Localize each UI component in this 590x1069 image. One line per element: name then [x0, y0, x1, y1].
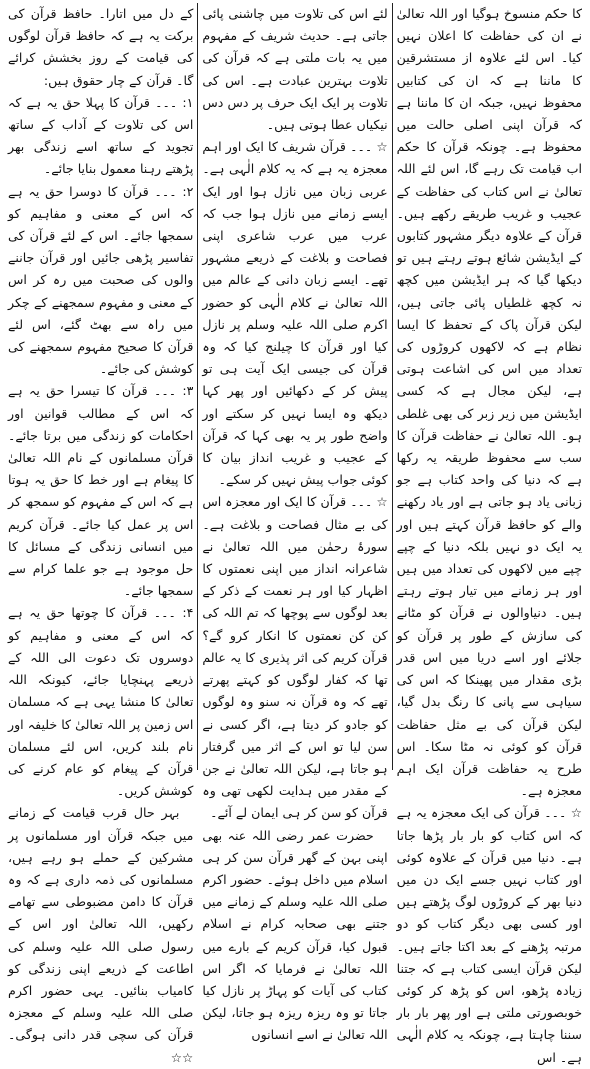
paragraph: بہر حال قرب قیامت کے زمانے میں جبکہ قرآن اور مسلمانوں پر مشرکین کے حملے ہو رہے ہیں، مسلمانوں کی ذمہ داری ہے کہ وہ قرآن کا دامن مضبوطی سے تھامے رکھیں، اللہ تعالیٰ اور اس کے رسول صلی اللہ علیہ وسلم کی اطاعت کے ذریعے اپنی زندگی کو کامیاب بنائیں۔ یہی حضور اکرم صلی اللہ علیہ وسلم کے معجزہ قرآن کی سچی قدر دانی ہوگی۔ ☆☆: [8, 805, 194, 1065]
column-right: [393, 3, 586, 1065]
paragraph: لئے اس کی تلاوت میں چاشنی پائی جاتی ہے۔ حدیث شریف کے مفہوم میں یہ بات ملتی ہے کہ قرآن کی تلاوت بہترین عبادت ہے۔ اس کی تلاوت پر ایک ایک حرف پر دس دس نیکیاں عطا ہوتی ہیں۔: [202, 6, 388, 133]
paragraph: ۱: ۔۔۔ قرآن کا پہلا حق یہ ہے کہ اس کی تلاوت کے آداب کے ساتھ تجوید کے ساتھ اسے زندگی بھر پڑھتے رہنا معمول بنایا جائے۔: [8, 94, 194, 177]
paragraph: ☆ ۔۔۔ قرآن شریف کا ایک اور اہم معجزہ یہ ہے کہ یہ کلام الٰہی ہے۔ عربی زبان میں نازل ہوا اور ایک ایسے زمانے میں نازل ہوا جب کہ عرب میں عرب شاعری اپنی فصاحت و بلاغت کے ذریعے مشہور تھے۔ ایسے زبان دانی کے عالم میں اللہ تعالیٰ نے کلام الٰہی کو حضور اکرم صلی اللہ علیہ وسلم پر نازل کیا اور قرآن کا چیلنج کیا کہ وہ قرآن کی جیسی ایک آیت ہی تو پیش کر کے دکھائیں اور پھر کہا دیکھ وہ ایسا نہیں کر سکتے اور واضح طور پر یہ بھی کہا کہ قرآن کے عجیب و غریب انداز بیان کا کوئی جواب پیش نہیں کر سکے۔: [202, 139, 388, 488]
paragraph: حضرت عمر رضی اللہ عنہ بھی اپنی بہن کے گھر قرآن سن کر ہی اسلام میں داخل ہوئے۔ حضور اکرم صلی اللہ علیہ وسلم کے زمانے میں جتنے بھی صحابہ کرام نے اسلام قبول کیا، قرآن کریم کے بارے میں اللہ تعالیٰ نے فرمایا کہ اگر اس کتاب کی آیات کو پہاڑ پر نازل کیا جاتا تو وہ ریزہ ریزہ ہو جاتا، لیکن اللہ تعالیٰ نے اسے انسانوں: [202, 827, 388, 1043]
paragraph: ۴: ۔۔۔ قرآن کا چوتھا حق یہ ہے کہ اس کے معنی و مفاہیم کو دوسروں تک دعوت الی اللہ کے ذریعے پہنچایا جائے، کیونکہ اللہ تعالیٰ کا منشا یہی ہے کہ مسلمان اس زمین پر اللہ تعالیٰ کا خلیفہ اور نام بلند کریں، اس لئے مسلمان قرآن کے پیغام کو عام کرنے کی کوشش کریں۔: [8, 605, 194, 799]
paragraph: کا حکم منسوخ ہوگیا اور اللہ تعالیٰ نے ان کی حفاظت کا اعلان نہیں کیا۔ اس لئے علاوہ از مستشرقین کا ماننا ہے کہ ان کی کتابیں محفوظ نہیں، جبکہ ان کا ماننا ہے کہ قرآن اپنی اصلی حالت میں محفوظ ہے۔ چونکہ قرآن کا حکم اب قیامت تک رہے گا، اس لئے اللہ تعالیٰ نے اس کتاب کی حفاظت کے عجیب و غریب طریقے رکھے ہیں۔ قرآن کے علاوہ دیگر مشہور کتابوں کے ایڈیشن شائع ہوتے رہتے ہیں تو دیکھا گیا کہ ہر ایڈیشن میں کچھ نہ کچھ غلطیاں پائی جاتی ہیں، لیکن قرآن پاک کے تحفظ کا ایسا نظام ہے کہ لاکھوں کروڑوں کی تعداد میں اس کی اشاعت ہوتی ہے، لیکن مجال ہے کہ کسی ایڈیشن میں زیر زبر کی بھی غلطی ہو۔ اللہ تعالیٰ نے حفاظت قرآن کا سب سے محفوظ طریقہ یہ رکھا ہے کہ دنیا کی واحد کتاب ہے جو زبانی یاد ہو جاتی ہے اور یاد رکھنے والے کو حافظ قرآن کہتے ہیں اور یہ ایک دو نہیں بلکہ دنیا کے چپے چپے میں لاکھوں کی تعداد میں ہیں اور ہر زمانے میں تیار ہوتے رہتے ہیں۔ دنیاوالوں نے قرآن کو مٹانے کی سازش کے طور پر قرآن کو جلائے اور اسے دریا میں اس قدر بڑی مقدار میں پھینکا کہ اس کی سیاہی سے پانی کا رنگ بدل گیا، لیکن قرآن کی بے مثل حفاظت قرآن کو کوئی نہ مٹا سکا۔ اس طرح یہ حفاظت قرآن ایک اہم معجزہ ہے۔: [396, 6, 582, 799]
paragraph: کے دل میں اتارا۔ حافظ قرآن کی برکت یہ ہے کہ حافظ قرآن لوگوں کی قیامت کے روز بخشش کرائے گا۔ قرآن کے چار حقوق ہیں:: [8, 6, 194, 88]
paragraph: ۳: ۔۔۔ قرآن کا تیسرا حق یہ ہے کہ اس کے مطالب قوانین اور احکامات کو زندگی میں برتا جائے۔ قرآن مسلمانوں کے نام اللہ تعالیٰ کا پیغام ہے اور خط کا حق یہ ہوتا ہے کہ اس کے مفہوم کو سمجھ کر اس پر عمل کیا جائے۔ قرآن کریم میں انسانی زندگی کے مسائل کا حل موجود ہے جو علما کرام سے سمجھا جائے۔: [8, 383, 194, 599]
paragraph: ☆ ۔۔۔ قرآن کی ایک معجزہ یہ ہے کہ اس کتاب کو بار بار پڑھا جاتا ہے۔ دنیا میں قرآن کے علاوہ کوئی اور کتاب نہیں جسے ایک دن میں دنیا بھر کے کروڑوں لوگ پڑھتے ہیں اور کسی بھی دیگر کتاب کو دو مرتبہ پڑھنے کے بعد اکتا جاتے ہیں۔ لیکن قرآن ایسی کتاب ہے کہ جتنا زیادہ پڑھو، اس کو پڑھ کر کوئی خوبصورتی ملتی ہے اور پھر بار بار سننا چاہتا ہے، چونکہ یہ کلام الٰہی ہے۔ اس: [396, 805, 582, 1065]
paragraph: ۲: ۔۔۔ قرآن کا دوسرا حق یہ ہے کہ اس کے معنی و مفاہیم کو سمجھا جائے۔ اس کے لئے قرآن کی تفاسیر پڑھی جائیں اور قرآن جاننے والوں کی صحبت میں رہ کر اس کے معنی و مفہوم سمجھنے کے چکر میں راہ سے بھٹ گئے، اس لئے قرآن کا صحیح مفہوم سمجھنے کی کوشش کی جائے۔: [8, 183, 194, 377]
paragraph: ☆ ۔۔۔ قرآن کا ایک اور معجزہ اس کی بے مثال فصاحت و بلاغت ہے۔ سورۂ رحمٰن میں اللہ تعالیٰ نے شاعرانہ انداز میں اپنی نعمتوں کا اظہار کیا اور ہر نعمت کے ذکر کے بعد لوگوں سے پوچھا کہ تم اللہ کی کن کن نعمتوں کا انکار کرو گے؟ قرآن کریم کی اثر پذیری کا یہ عالم تھا کہ کفار لوگوں کو کہتے پھرتے تھے کہ وہ قرآن نہ سنو وہ لوگوں کو جادو کر دیتا ہے، اگر کسی نے سن لیا تو اس کے اثر میں گرفتار ہو جاتا ہے، لیکن اللہ تعالیٰ نے جن کے مقدر میں ہدایت لکھی تھی وہ قرآن کو سن کر ہی ایمان لے آئے۔: [202, 494, 388, 821]
column-left: [4, 3, 198, 1065]
column-middle: [198, 3, 392, 1043]
